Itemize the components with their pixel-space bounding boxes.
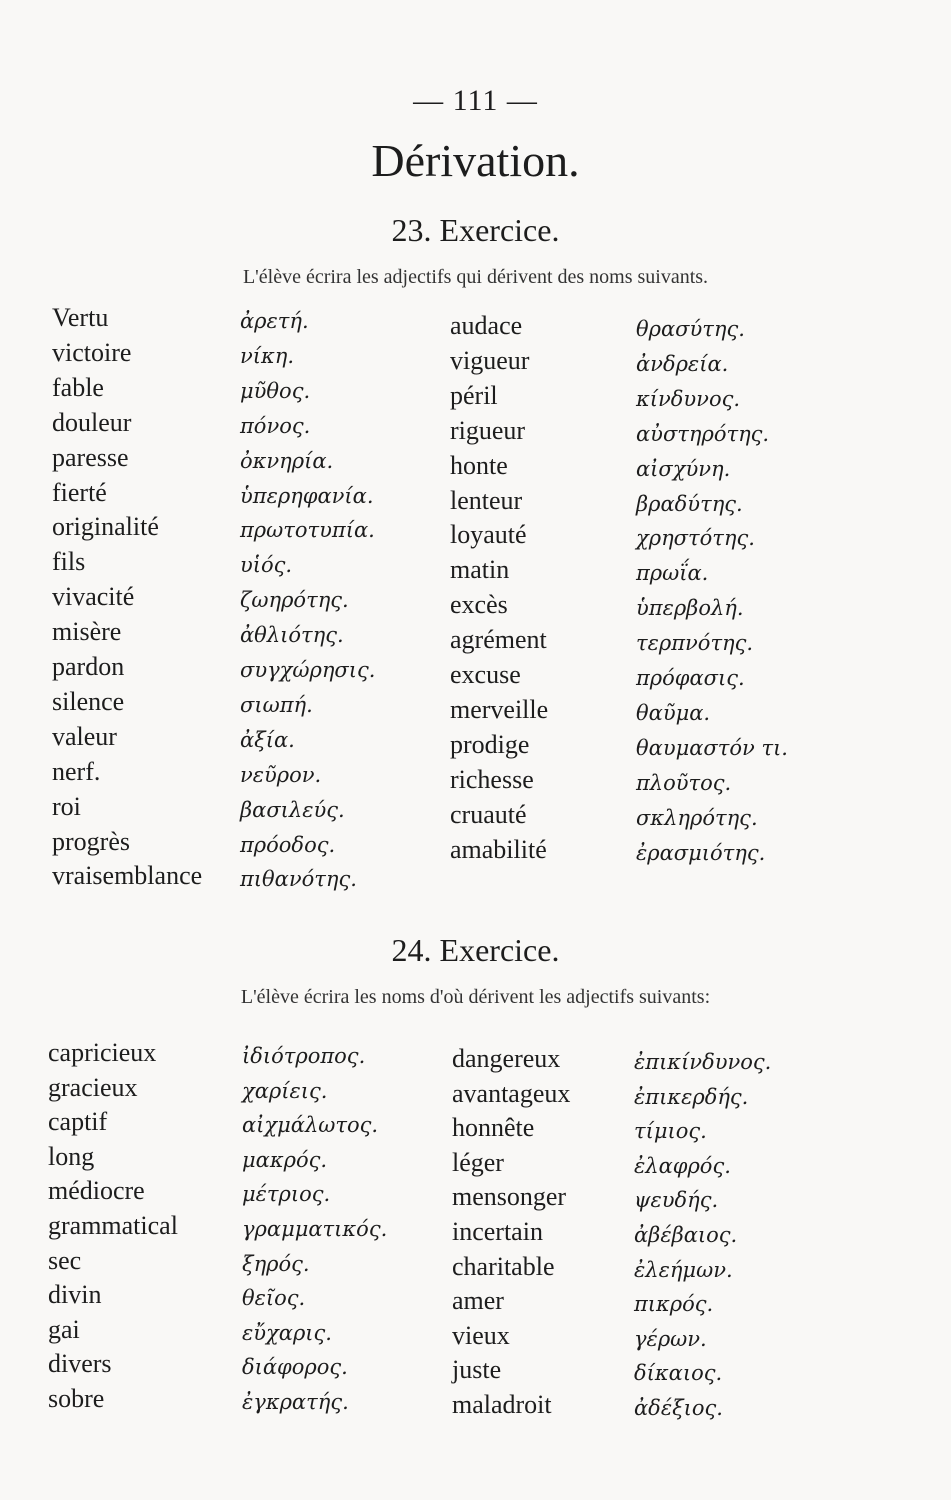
greek-word: διάφορος.: [242, 1355, 348, 1380]
french-word: amabilité: [450, 834, 547, 864]
french-word: vivacité: [52, 582, 135, 612]
page-number: — 111 —: [413, 84, 538, 117]
french-word: divin: [48, 1280, 102, 1310]
greek-word: ζωηρότης.: [240, 588, 349, 613]
french-word: capricieux: [48, 1038, 157, 1067]
french-word: mensonger: [452, 1182, 567, 1212]
greek-word: γραμματικός.: [242, 1217, 388, 1241]
french-word: vieux: [452, 1320, 510, 1350]
greek-word: χρηστότης.: [636, 526, 755, 551]
greek-word: ἀθλιότης.: [240, 623, 344, 648]
greek-word: πρωτοτυπία.: [240, 518, 375, 543]
greek-word: ἀρετή.: [240, 309, 309, 333]
greek-word: μακρός.: [242, 1147, 328, 1172]
greek-word: συγχώρησις.: [240, 658, 376, 682]
french-word: vraisemblance: [52, 861, 203, 891]
french-word: roi: [52, 791, 81, 821]
french-word: dangereux: [452, 1044, 561, 1073]
greek-word: ἐπικερδής.: [634, 1084, 749, 1109]
greek-word: δίκαιος.: [634, 1361, 723, 1386]
french-word: rigueur: [450, 415, 526, 445]
french-word: maladroit: [452, 1390, 552, 1419]
greek-word: ἐγκρατής.: [242, 1390, 349, 1414]
greek-word: ἐρασμιότης.: [636, 840, 766, 865]
greek-word: μέτριος.: [242, 1182, 331, 1207]
french-word: loyauté: [450, 520, 527, 550]
greek-word: ἐλεήμων.: [634, 1257, 733, 1282]
greek-word: ἀδέξιος.: [634, 1396, 723, 1420]
chapter-title: Dérivation.: [371, 135, 580, 186]
french-word: avantageux: [452, 1078, 571, 1108]
french-word: gracieux: [48, 1072, 138, 1102]
greek-word: τίμιος.: [634, 1119, 707, 1144]
greek-word: ἰδιότροπος.: [242, 1044, 366, 1068]
french-word: audace: [450, 311, 523, 340]
greek-word: θρασύτης.: [636, 317, 745, 341]
french-word: divers: [48, 1349, 112, 1379]
greek-word: πόνος.: [240, 413, 311, 438]
greek-word: ἐλαφρός.: [634, 1153, 731, 1178]
greek-word: ξηρός.: [242, 1251, 310, 1276]
greek-word: βραδύτης.: [636, 491, 743, 516]
french-word: progrès: [52, 826, 130, 856]
french-word: prodige: [450, 729, 530, 759]
french-word: honnête: [452, 1113, 535, 1143]
french-word: captif: [48, 1107, 108, 1137]
french-word: douleur: [52, 407, 132, 437]
french-word: lenteur: [450, 485, 523, 515]
greek-word: θαῦμα.: [636, 700, 711, 725]
greek-word: πικρός.: [634, 1292, 714, 1317]
greek-word: τερπνότης.: [636, 631, 754, 656]
french-word: gai: [48, 1314, 80, 1344]
french-word: agrément: [450, 625, 547, 655]
greek-word: σκληρότης.: [636, 805, 758, 830]
french-word: péril: [450, 380, 498, 410]
greek-word: μῦθος.: [240, 378, 311, 403]
french-word: valeur: [52, 721, 117, 751]
french-word: fable: [52, 372, 104, 402]
greek-word: ἀνδρεία.: [636, 351, 729, 376]
french-word: incertain: [452, 1217, 543, 1246]
greek-word: γέρων.: [634, 1326, 707, 1351]
greek-word: ὑπερηφανία.: [240, 483, 374, 508]
french-word: médiocre: [48, 1176, 145, 1206]
french-word: misère: [52, 617, 122, 647]
french-word: victoire: [52, 337, 132, 367]
french-word: silence: [52, 686, 125, 716]
french-word: richesse: [450, 764, 534, 794]
french-word: grammatical: [48, 1211, 178, 1240]
french-word: Vertu: [52, 303, 109, 332]
greek-word: ψευδής.: [634, 1188, 719, 1213]
greek-word: ὀκνηρία.: [240, 448, 334, 473]
greek-word: κίνδυνος.: [636, 386, 741, 411]
french-word: fierté: [52, 477, 107, 507]
french-word: excès: [450, 590, 508, 620]
french-word: originalité: [52, 512, 159, 542]
greek-word: πρωΐα.: [636, 561, 709, 586]
french-word: matin: [450, 555, 510, 585]
greek-word: αἰχμάλωτος.: [242, 1113, 379, 1138]
greek-word: πλοῦτος.: [636, 770, 732, 795]
french-word: vigueur: [450, 345, 530, 375]
french-word: long: [48, 1141, 95, 1171]
french-word: juste: [452, 1355, 502, 1385]
greek-word: βασιλεύς.: [240, 797, 345, 822]
french-word: cruauté: [450, 799, 527, 829]
greek-word: νεῦρον.: [240, 762, 322, 787]
exercise-24-instruction: L'élève écrira les noms d'où dérivent les adjectifs suivants:: [240, 986, 711, 1008]
french-word: léger: [452, 1147, 504, 1177]
greek-word: ὑπερβολή.: [636, 596, 744, 621]
exercise-23-heading: 23. Exercice.: [391, 212, 560, 248]
greek-word: χαρίεις.: [242, 1078, 328, 1103]
french-word: fils: [52, 547, 86, 577]
greek-word: πιθανότης.: [240, 867, 357, 892]
french-word: paresse: [52, 442, 129, 472]
french-word: pardon: [52, 652, 125, 681]
greek-word: αὐστηρότης.: [636, 421, 770, 446]
greek-word: πρόφασις.: [636, 666, 745, 690]
greek-word: ἐπικίνδυνος.: [634, 1050, 772, 1074]
french-word: merveille: [450, 694, 549, 724]
greek-word: εὔχαρις.: [242, 1320, 332, 1345]
greek-word: πρόοδος.: [240, 832, 336, 857]
exercise-23-instruction: L'élève écrira les adjectifs qui dérivent des noms suivants.: [242, 266, 709, 288]
greek-word: αἰσχύνη.: [636, 456, 731, 481]
greek-word: υἱός.: [240, 553, 293, 578]
greek-word: ἀβέβαιος.: [634, 1223, 738, 1247]
french-word: amer: [452, 1286, 504, 1316]
french-word: excuse: [450, 660, 521, 689]
greek-word: νίκη.: [240, 343, 295, 368]
french-word: honte: [450, 450, 508, 480]
french-word: charitable: [452, 1251, 555, 1281]
greek-word: ἀξία.: [240, 727, 295, 752]
french-word: sobre: [48, 1384, 105, 1413]
french-word: nerf.: [52, 756, 101, 786]
french-word: sec: [48, 1245, 82, 1275]
exercise-24-heading: 24. Exercice.: [391, 932, 560, 968]
greek-word: σιωπή.: [240, 692, 313, 717]
greek-word: θεῖος.: [242, 1286, 306, 1311]
greek-word: θαυμαστόν τι.: [636, 735, 788, 760]
